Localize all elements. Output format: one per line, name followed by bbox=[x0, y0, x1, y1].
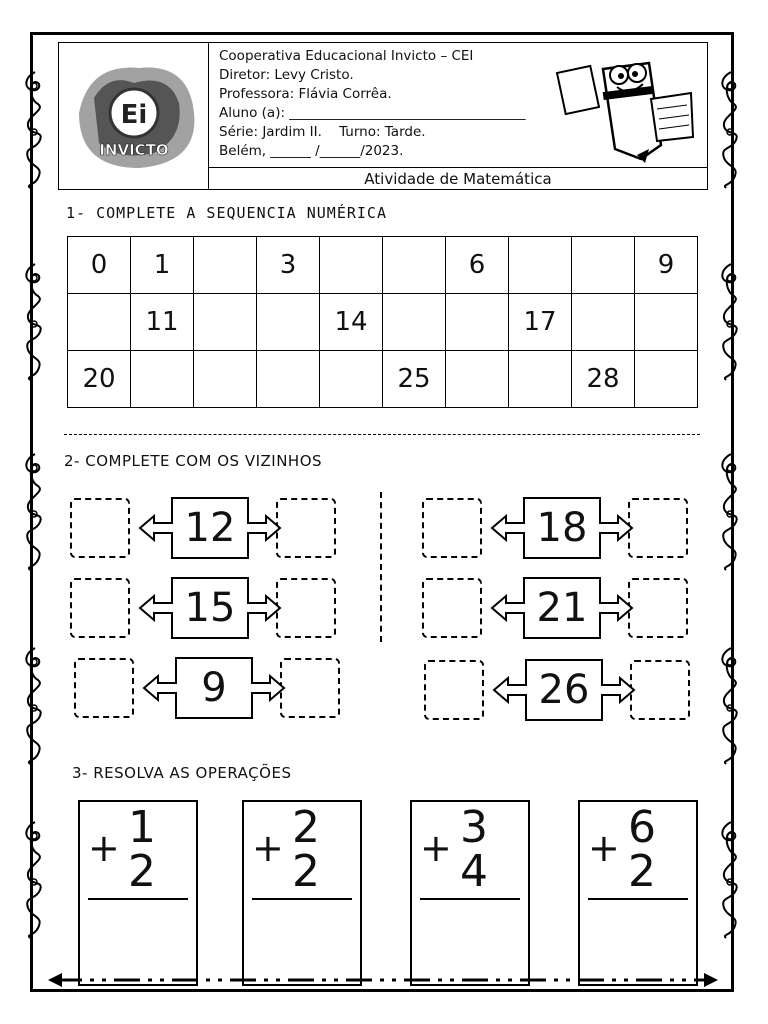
grid-cell-blank[interactable] bbox=[572, 237, 635, 294]
sum-line bbox=[252, 898, 352, 900]
sum-line bbox=[588, 898, 688, 900]
grid-cell-given: 0 bbox=[68, 237, 131, 294]
double-arrow-icon bbox=[48, 970, 718, 990]
plus-sign: + bbox=[88, 826, 120, 870]
grid-cell-blank[interactable] bbox=[68, 294, 131, 351]
grid-cell-given: 20 bbox=[68, 351, 131, 408]
school-logo bbox=[59, 43, 209, 189]
addend-top: 6 bbox=[628, 802, 656, 853]
swirl-ornament-icon bbox=[22, 820, 48, 940]
grid-cell-blank[interactable] bbox=[635, 351, 698, 408]
number-sequence-grid bbox=[67, 236, 698, 408]
swirl-ornament-icon bbox=[22, 262, 48, 382]
sum-line bbox=[420, 898, 520, 900]
grid-cell-given: 17 bbox=[509, 294, 572, 351]
predecessor-answer-box[interactable] bbox=[424, 660, 484, 720]
predecessor-answer-box[interactable] bbox=[70, 498, 130, 558]
addend-top: 2 bbox=[292, 802, 320, 853]
swirl-ornament-icon bbox=[718, 646, 744, 766]
grid-cell-blank[interactable] bbox=[257, 351, 320, 408]
grid-cell-blank[interactable] bbox=[509, 351, 572, 408]
swirl-ornament-icon bbox=[22, 70, 48, 190]
neighbor-number-value: 12 bbox=[184, 505, 236, 551]
grid-cell-blank[interactable] bbox=[446, 294, 509, 351]
logo-text: INVICTO bbox=[99, 141, 169, 159]
addend-bottom: 2 bbox=[628, 846, 656, 897]
predecessor-answer-box[interactable] bbox=[70, 578, 130, 638]
grid-row bbox=[68, 351, 698, 408]
addend-bottom: 2 bbox=[292, 846, 320, 897]
predecessor-answer-box[interactable] bbox=[422, 578, 482, 638]
grid-cell-blank[interactable] bbox=[194, 294, 257, 351]
addend-top: 3 bbox=[460, 802, 488, 853]
addend-top: 1 bbox=[128, 802, 156, 853]
grid-cell-blank[interactable] bbox=[509, 237, 572, 294]
grid-cell-blank[interactable] bbox=[383, 294, 446, 351]
successor-answer-box[interactable] bbox=[276, 498, 336, 558]
grid-cell-blank[interactable] bbox=[194, 237, 257, 294]
date-field[interactable]: Belém, ______ /______/2023. bbox=[219, 143, 404, 159]
grid-cell-given: 9 bbox=[635, 237, 698, 294]
neighbor-number bbox=[492, 658, 636, 722]
swirl-ornament-icon bbox=[718, 820, 744, 940]
plus-sign: + bbox=[252, 826, 284, 870]
grade: Série: Jardim II. bbox=[219, 124, 322, 140]
neighbor-number-value: 26 bbox=[538, 667, 590, 713]
pencil-mascot-icon bbox=[553, 49, 701, 163]
grid-cell-given: 25 bbox=[383, 351, 446, 408]
neighbor-number bbox=[490, 496, 634, 560]
section-2-title: 2- COMPLETE COM OS VIZINHOS bbox=[64, 452, 323, 470]
addition-card[interactable] bbox=[410, 800, 530, 986]
neighbor-number-value: 18 bbox=[536, 505, 588, 551]
sum-line bbox=[88, 898, 188, 900]
school-name: Cooperativa Educacional Invicto – CEI bbox=[219, 48, 474, 64]
student-field[interactable]: Aluno (a): ___________________________________ bbox=[219, 105, 526, 121]
neighbor-number bbox=[490, 576, 634, 640]
neighbor-number-value: 21 bbox=[536, 585, 588, 631]
addend-bottom: 4 bbox=[460, 846, 488, 897]
grid-cell-blank[interactable] bbox=[194, 351, 257, 408]
header-info bbox=[219, 47, 526, 161]
successor-answer-box[interactable] bbox=[628, 578, 688, 638]
neighbor-number bbox=[138, 576, 282, 640]
grid-cell-given: 6 bbox=[446, 237, 509, 294]
section-divider bbox=[64, 434, 700, 435]
neighbor-number-value: 15 bbox=[184, 585, 236, 631]
swirl-ornament-icon bbox=[22, 646, 48, 766]
successor-answer-box[interactable] bbox=[280, 658, 340, 718]
addend-bottom: 2 bbox=[128, 846, 156, 897]
header bbox=[58, 42, 708, 190]
addition-card[interactable] bbox=[242, 800, 362, 986]
column-divider bbox=[380, 492, 382, 642]
swirl-ornament-icon bbox=[718, 452, 744, 572]
grid-row bbox=[68, 237, 698, 294]
grid-cell-blank[interactable] bbox=[635, 294, 698, 351]
grid-cell-blank[interactable] bbox=[383, 237, 446, 294]
grid-cell-given: 28 bbox=[572, 351, 635, 408]
grid-cell-given: 11 bbox=[131, 294, 194, 351]
grid-cell-blank[interactable] bbox=[320, 237, 383, 294]
grid-row bbox=[68, 294, 698, 351]
shift: Turno: Tarde. bbox=[339, 124, 426, 140]
teacher: Professora: Flávia Corrêa. bbox=[219, 86, 392, 102]
plus-sign: + bbox=[588, 826, 620, 870]
plus-sign: + bbox=[420, 826, 452, 870]
grid-cell-blank[interactable] bbox=[257, 294, 320, 351]
activity-title: Atividade de Matemática bbox=[209, 167, 707, 190]
grid-cell-blank[interactable] bbox=[446, 351, 509, 408]
grid-cell-blank[interactable] bbox=[131, 351, 194, 408]
section-3-title: 3- RESOLVA AS OPERAÇÕES bbox=[72, 764, 292, 782]
grid-cell-blank[interactable] bbox=[572, 294, 635, 351]
grid-cell-given: 3 bbox=[257, 237, 320, 294]
swirl-ornament-icon bbox=[718, 70, 744, 190]
successor-answer-box[interactable] bbox=[628, 498, 688, 558]
predecessor-answer-box[interactable] bbox=[422, 498, 482, 558]
neighbor-number bbox=[138, 496, 282, 560]
addition-card[interactable] bbox=[78, 800, 198, 986]
successor-answer-box[interactable] bbox=[276, 578, 336, 638]
logo-mark: Ei bbox=[120, 100, 148, 130]
successor-answer-box[interactable] bbox=[630, 660, 690, 720]
addition-card[interactable] bbox=[578, 800, 698, 986]
director: Diretor: Levy Cristo. bbox=[219, 67, 354, 83]
grid-cell-given: 14 bbox=[320, 294, 383, 351]
grid-cell-given: 1 bbox=[131, 237, 194, 294]
swirl-ornament-icon bbox=[22, 452, 48, 572]
neighbor-number bbox=[142, 656, 286, 720]
grid-cell-blank[interactable] bbox=[320, 351, 383, 408]
neighbor-number-value: 9 bbox=[201, 665, 227, 711]
section-1-title: 1- COMPLETE A SEQUENCIA NUMÉRICA bbox=[66, 204, 387, 222]
swirl-ornament-icon bbox=[718, 262, 744, 382]
predecessor-answer-box[interactable] bbox=[74, 658, 134, 718]
